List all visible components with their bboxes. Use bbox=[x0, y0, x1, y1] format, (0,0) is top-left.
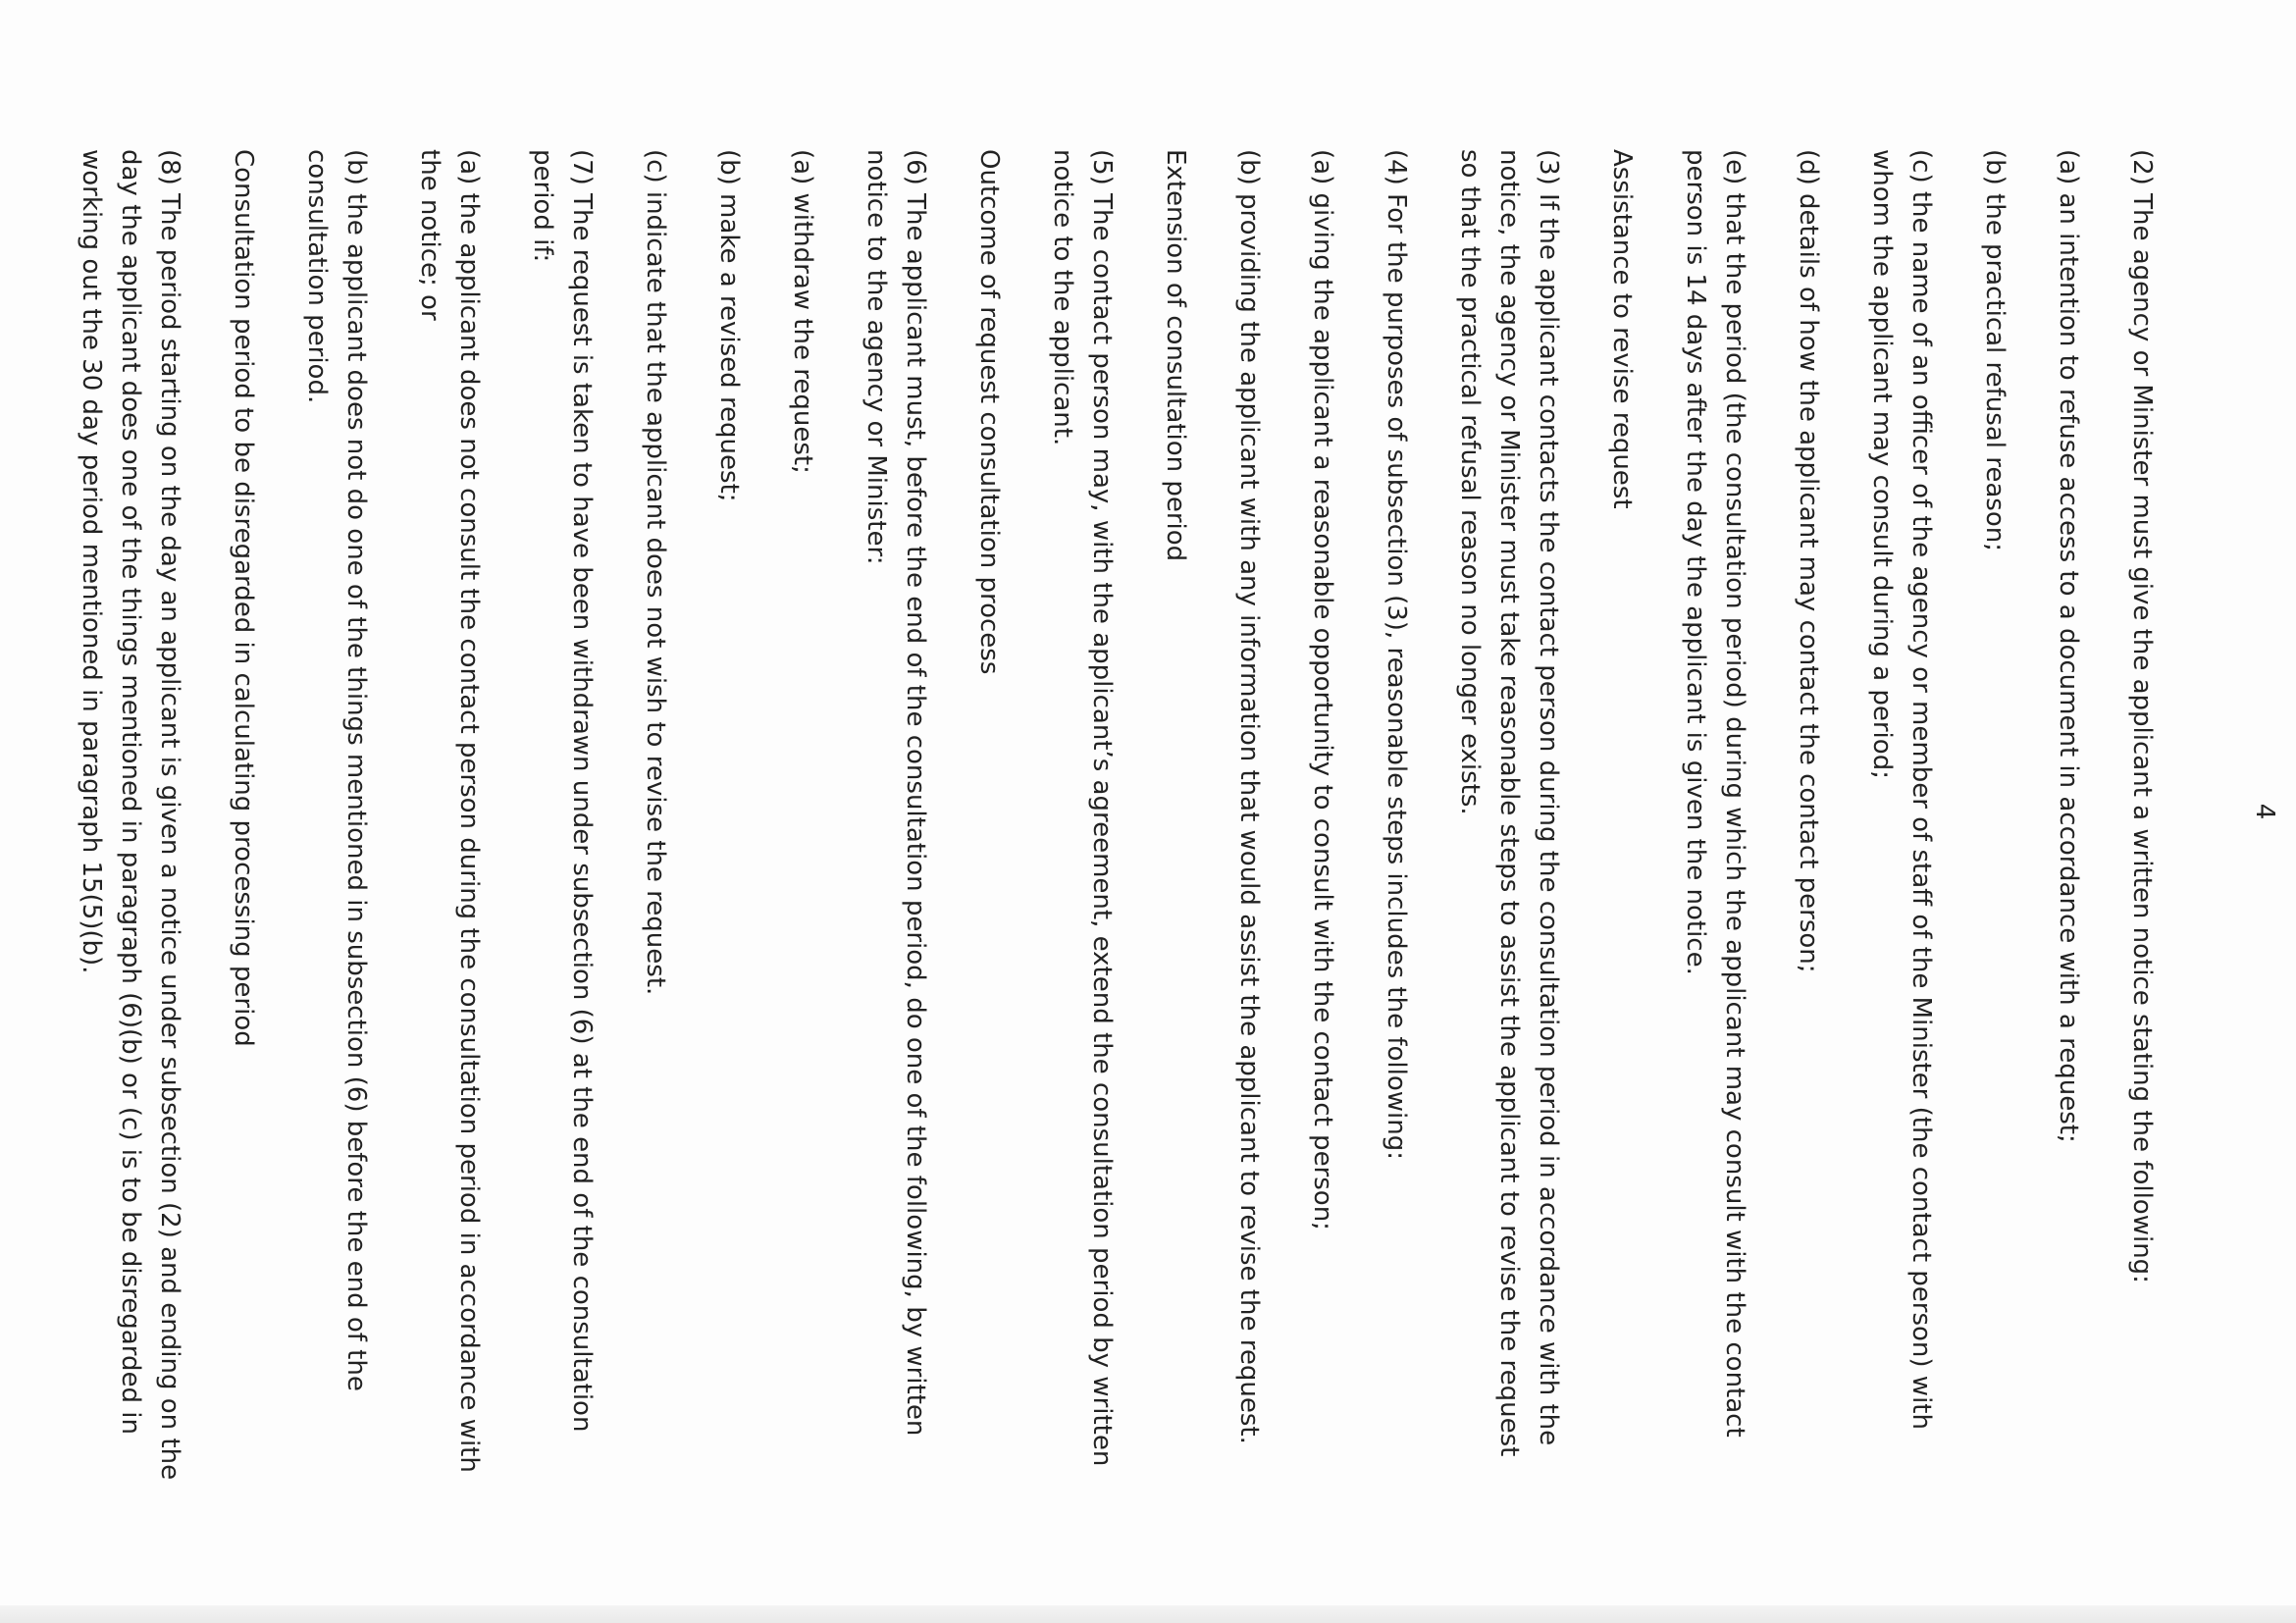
page-number: 4 bbox=[2250, 803, 2279, 820]
paragraph-2b: (b) the practical refusal reason; bbox=[1980, 149, 2009, 551]
paragraph-3: (3) If the applicant contacts the contact person during the consultation period in accordance with the notice, the agency or Minister must take reasonable steps to assist the applicant to revise the request so that the practical refusal reason no longer exists. bbox=[1455, 149, 1563, 1457]
heading-outcome: Outcome of request consultation process bbox=[974, 149, 1004, 675]
paragraph-6a: (a) withdraw the request; bbox=[788, 149, 817, 474]
paragraph-2d: (d) details of how the applicant may contact the contact person; bbox=[1794, 149, 1823, 973]
paragraph-8: (8) The period starting on the day an applicant is given a notice under subsection (2) and ending on the day the applicant does one of the things mentioned in paragraph (6)(b) or (c) is to be disregarded in working out the 30 day period mentioned in paragraph 15(5)(b). bbox=[77, 149, 184, 1481]
heading-disregard: Consultation period to be disregarded in calculating processing period bbox=[229, 149, 258, 1047]
paragraph-2: (2) The agency or Minister must give the applicant a written notice stating the following: bbox=[2127, 149, 2157, 1283]
paragraph-4: (4) For the purposes of subsection (3), reasonable steps includes the following: bbox=[1382, 149, 1411, 1161]
paragraph-7a: (a) the applicant does not consult the contact person during the consultation period in accordance with the notice; or bbox=[415, 149, 484, 1473]
paragraph-2e: (e) that the period (the consultation period) during which the applicant may consult with the contact person is 14 days after the day the applicant is given the notice. bbox=[1681, 149, 1749, 1438]
document-body bbox=[37, 149, 2162, 1484]
paragraph-4a: (a) giving the applicant a reasonable opportunity to consult with the contact person; bbox=[1308, 149, 1337, 1230]
paragraph-4b: (b) providing the applicant with any information that would assist the applicant to revise the request. bbox=[1234, 149, 1264, 1444]
paragraph-6c: (c) indicate that the applicant does not wish to revise the request. bbox=[641, 149, 670, 996]
paragraph-2c: (c) the name of an officer of the agency or member of staff of the Minister (the contact person) with whom the applicant may consult during a period; bbox=[1867, 149, 1936, 1430]
heading-assistance: Assistance to revise request bbox=[1607, 149, 1637, 509]
paragraph-7: (7) The request is taken to have been withdrawn under subsection (6) at the end of the consultation period if: bbox=[528, 149, 597, 1433]
paragraph-7b: (b) the applicant does not do one of the things mentioned in subsection (6) before the end of the consultation period. bbox=[302, 149, 371, 1391]
paragraph-5: (5) The contact person may, with the applicant’s agreement, extend the consultation period by written notice to the applicant. bbox=[1048, 149, 1117, 1467]
paragraph-6: (6) The applicant must, before the end of the consultation period, do one of the following, by written notice to the agency or Minister: bbox=[861, 149, 930, 1437]
heading-extension: Extension of consultation period bbox=[1161, 149, 1190, 562]
paragraph-2a: (a) an intention to refuse access to a document in accordance with a request; bbox=[2054, 149, 2083, 1143]
paragraph-6b: (b) make a revised request; bbox=[714, 149, 744, 502]
